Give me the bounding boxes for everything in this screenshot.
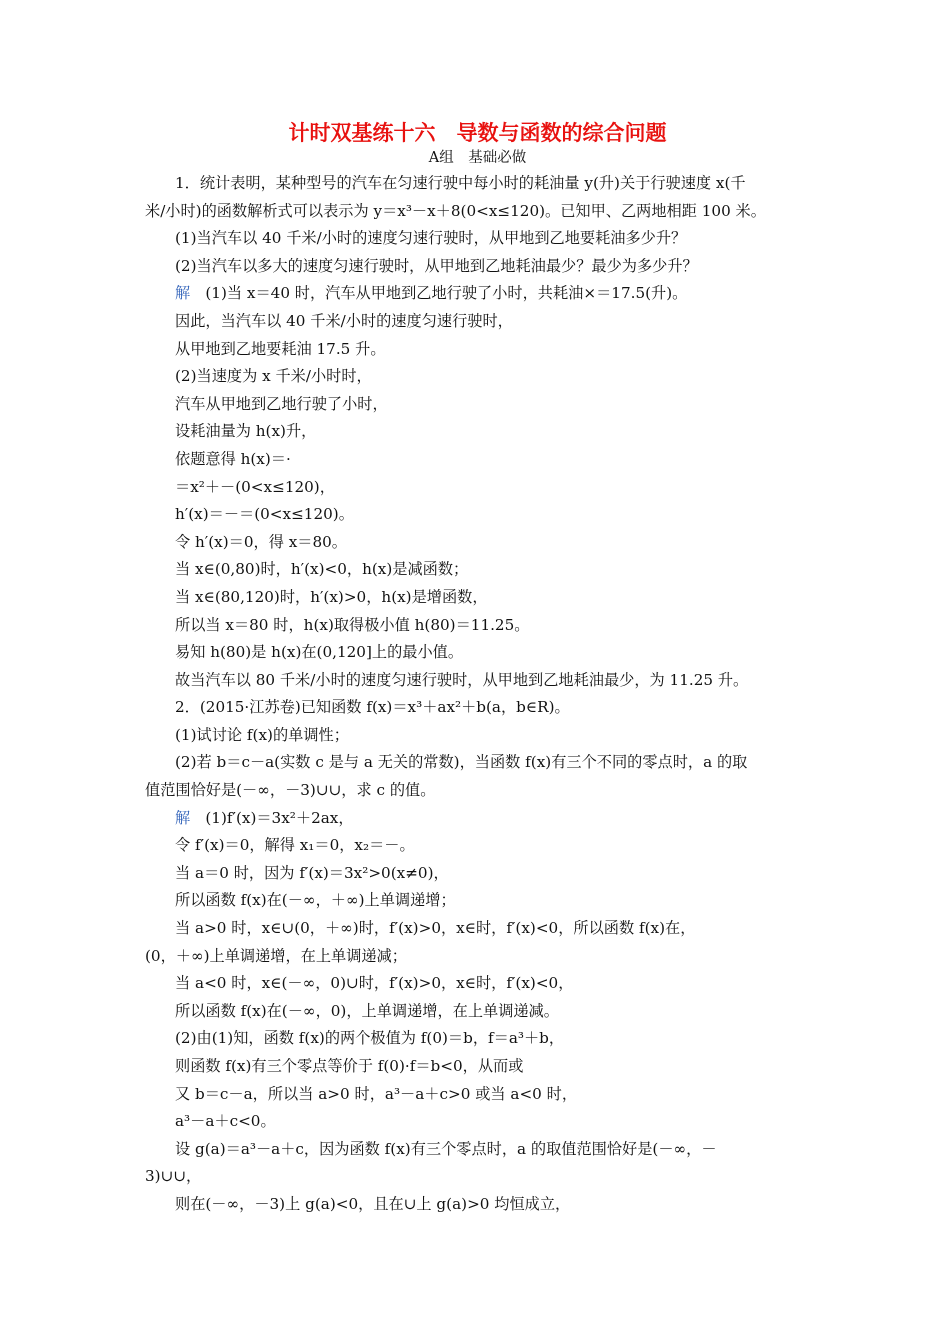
line-text: 2．(2015·江苏卷)已知函数 f(x)＝x³＋ax²＋b(a，b∈R)。 xyxy=(175,698,570,717)
text-line xyxy=(145,667,810,695)
line-text: h′(x)＝－＝(0<x≤120)。 xyxy=(175,505,354,524)
line-text: 所以当 x＝80 时，h(x)取得极小值 h(80)＝11.25。 xyxy=(175,615,530,634)
line-text: 故当汽车以 80 千米/小时的速度匀速行驶时，从甲地到乙地耗油最少，为 11.25 升。 xyxy=(175,670,749,689)
text-line xyxy=(145,860,810,888)
text-line xyxy=(145,280,810,308)
line-text: (0，＋∞)上单调递增，在上单调递减； xyxy=(145,946,407,965)
line-text: (1)当汽车以 40 千米/小时的速度匀速行驶时，从甲地到乙地要耗油多少升？ xyxy=(175,229,687,248)
line-text: 则函数 f(x)有三个零点等价于 f(0)·f＝b<0，从而或 xyxy=(175,1057,524,1075)
text-line xyxy=(145,612,810,640)
text-line xyxy=(145,529,810,557)
line-text: 汽车从甲地到乙地行驶了小时， xyxy=(175,394,388,413)
text-line xyxy=(145,694,810,722)
line-text: ＝x²＋－(0<x≤120)， xyxy=(175,477,335,496)
text-line xyxy=(145,943,810,971)
text-line xyxy=(145,915,810,943)
line-text: 则在(－∞，－3)上 g(a)<0，且在∪上 g(a)>0 均恒成立， xyxy=(175,1194,571,1213)
line-text: (2)当汽车以多大的速度匀速行驶时，从甲地到乙地耗油最少？最少为多少升？ xyxy=(175,256,698,275)
line-text: 又 b＝c－a，所以当 a>0 时，a³－a＋c>0 或当 a<0 时， xyxy=(175,1084,578,1103)
line-text: 因此，当汽车以 40 千米/小时的速度匀速行驶时， xyxy=(175,311,513,330)
line-text: 当 a<0 时，x∈(－∞，0)∪时，f′(x)>0，x∈时，f′(x)<0， xyxy=(175,974,574,993)
line-text: 易知 h(80)是 h(x)在(0,120]上的最小值。 xyxy=(175,643,464,662)
text-line xyxy=(145,722,810,750)
document-page xyxy=(145,118,810,1219)
line-text: 所以函数 f(x)在(－∞，＋∞)上单调递增； xyxy=(175,891,456,910)
text-line xyxy=(145,1136,810,1164)
solution-label: 解 xyxy=(175,808,191,827)
text-line xyxy=(145,805,810,833)
line-text: a³－a＋c<0。 xyxy=(175,1112,276,1131)
line-text: 当 a＝0 时，因为 f′(x)＝3x²>0(x≠0)， xyxy=(175,863,449,882)
line-text: 当 x∈(0,80)时，h′(x)<0，h(x)是减函数； xyxy=(175,560,469,579)
text-line xyxy=(145,832,810,860)
line-text: 米/小时)的函数解析式可以表示为 y＝x³－x＋8(0<x≤120)。已知甲、乙两地相距 100 米。 xyxy=(145,201,766,220)
text-line xyxy=(145,998,810,1026)
line-text: 3)∪∪， xyxy=(145,1167,202,1186)
text-line xyxy=(145,170,810,198)
text-line xyxy=(145,225,810,253)
text-line xyxy=(145,446,810,474)
line-text: (1)试讨论 f(x)的单调性； xyxy=(175,725,349,744)
text-line xyxy=(145,1053,810,1081)
text-line xyxy=(145,1025,810,1053)
text-line xyxy=(145,556,810,584)
text-line xyxy=(145,584,810,612)
text-line xyxy=(145,253,810,281)
line-text: (2)由(1)知，函数 f(x)的两个极值为 f(0)＝b，f＝a³＋b， xyxy=(175,1029,565,1048)
text-line xyxy=(145,1191,810,1219)
text-line xyxy=(145,336,810,364)
line-text: 从甲地到乙地要耗油 17.5 升。 xyxy=(175,339,386,358)
page-title: 计时双基练十六 导数与函数的综合问题 xyxy=(288,121,667,145)
line-text: 设 g(a)＝a³－a＋c，因为函数 f(x)有三个零点时，a 的取值范围恰好是(－∞，－ xyxy=(175,1139,717,1158)
solution-label: 解 xyxy=(175,284,191,303)
line-text: (2)当速度为 x 千米/小时时， xyxy=(175,367,372,386)
text-line xyxy=(145,418,810,446)
line-text: (1)f′(x)＝3x²＋2ax， xyxy=(190,808,354,827)
text-line xyxy=(145,777,810,805)
text-line xyxy=(145,308,810,336)
line-text: (1)当 x＝40 时，汽车从甲地到乙地行驶了小时，共耗油×＝17.5(升)。 xyxy=(190,284,688,303)
line-text: 依题意得 h(x)＝· xyxy=(175,449,291,468)
document-body xyxy=(145,170,810,1219)
line-text: 当 a>0 时，x∈∪(0，＋∞)时，f′(x)>0，x∈时，f′(x)<0，所以函数 f(x)在， xyxy=(175,919,696,938)
line-text: (2)若 b＝c－a(实数 c 是与 a 无关的常数)，当函数 f(x)有三个不同的零点时，a 的取 xyxy=(175,753,748,772)
text-line xyxy=(145,501,810,529)
line-text: 1．统计表明，某种型号的汽车在匀速行驶中每小时的耗油量 y(升)关于行驶速度 x(千 xyxy=(175,174,746,192)
text-line xyxy=(145,391,810,419)
line-text: 所以函数 f(x)在(－∞，0)，上单调递增，在上单调递减。 xyxy=(175,1001,559,1020)
line-text: 当 x∈(80,120)时，h′(x)>0，h(x)是增函数， xyxy=(175,587,488,606)
line-text: 值范围恰好是(－∞，－3)∪∪，求 c 的值。 xyxy=(145,781,436,800)
line-text: 设耗油量为 h(x)升， xyxy=(175,422,317,441)
text-line xyxy=(145,363,810,391)
text-line xyxy=(145,749,810,777)
section-subtitle: A组 基础必做 xyxy=(428,150,527,166)
line-text: 令 h′(x)＝0，得 x＝80。 xyxy=(175,532,347,551)
text-line xyxy=(145,1081,810,1109)
line-text: 令 f′(x)＝0，解得 x₁＝0，x₂＝－。 xyxy=(175,836,415,855)
text-line xyxy=(145,198,810,226)
text-line xyxy=(145,887,810,915)
text-line xyxy=(145,639,810,667)
text-line xyxy=(145,1163,810,1191)
text-line xyxy=(145,474,810,502)
text-line xyxy=(145,970,810,998)
text-line xyxy=(145,1108,810,1136)
